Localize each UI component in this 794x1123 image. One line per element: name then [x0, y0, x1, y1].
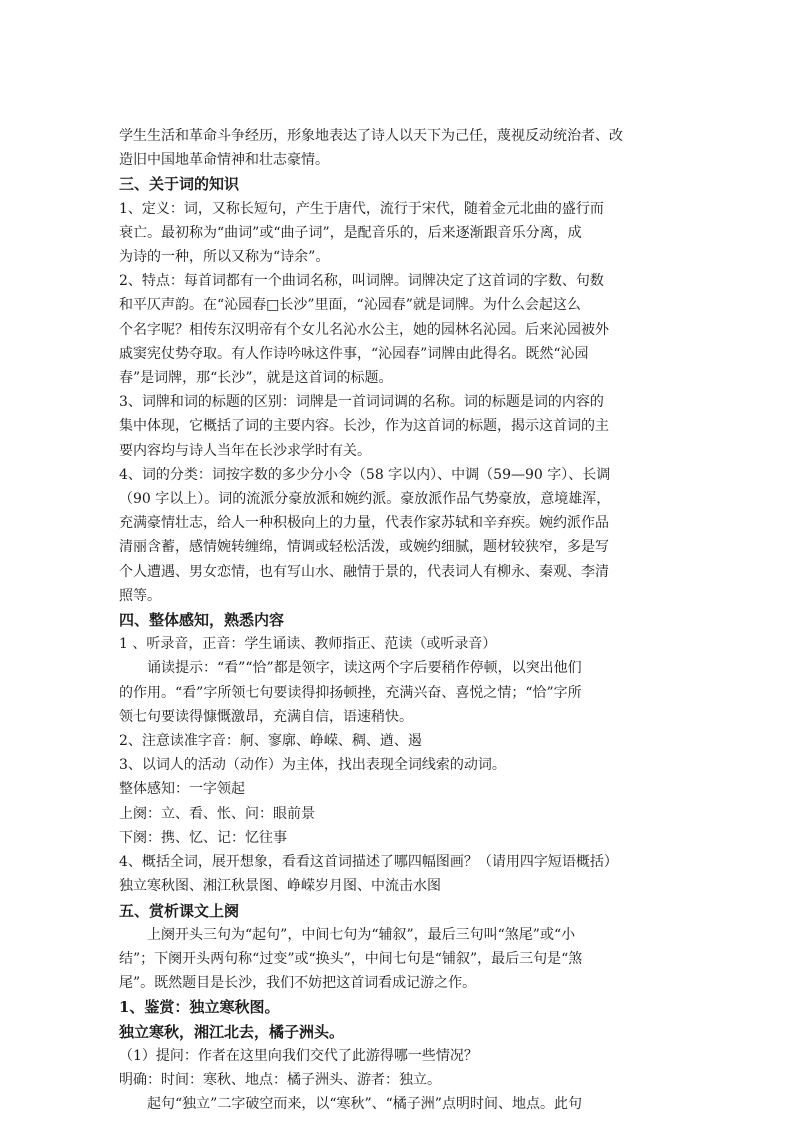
text-line: 照等。 — [119, 587, 161, 604]
text-line: 1、定义：词，又称长短句，产生于唐代，流行于宋代，随着金元北曲的盛行而 — [119, 200, 604, 217]
text-line: 上阕开头三句为“起句”，中间七句为“辅叙”，最后三句叫“煞尾”或“小 — [147, 926, 576, 943]
text-line: 个名字呢？相传东汉明帝有个女儿名沁水公主，她的园林名沁园。后来沁园被外 — [119, 321, 609, 338]
text-line: 为诗的一种，所以又称为“诗余”。 — [119, 249, 330, 266]
text-line: 集中体现，它概括了词的主要内容。长沙，作为这首词的标题，揭示这首词的主 — [119, 418, 609, 435]
text-line: 个人遭遇、男女恋情，也有写山水、融情于景的，代表词人有柳永、秦观、李清 — [119, 563, 609, 580]
text-line: 4、概括全词，展开想象，看看这首词描述了哪四幅图画？（请用四字短语概括） — [119, 854, 618, 871]
text-line: 3、词牌和词的标题的区别：词牌是一首词词调的名称。词的标题是词的内容的 — [119, 394, 604, 411]
section-heading: 五、赏析课文上阕 — [119, 901, 240, 920]
text-line: 2、注意读准字音：舸、寥廓、峥嵘、稠、遒、遏 — [119, 733, 422, 750]
text-line: 的作用。“看”字所领七句要读得抑扬顿挫，充满兴奋、喜悦之情；“恰”字所 — [119, 684, 582, 701]
text-line: 和平仄声韵。在“沁园春□长沙”里面，“沁园春”就是词牌。为什么会起这么 — [119, 297, 581, 314]
document-body — [119, 124, 679, 1116]
text-line: 充满豪情壮志，给人一种积极向上的力量，代表作家苏轼和辛弃疾。婉约派作品 — [119, 515, 609, 532]
text-line: 戚窦宪仗势夺取。有人作诗吟咏这件事，“沁园春”词牌由此得名。既然“沁园 — [119, 345, 589, 362]
text-line: 衰亡。最初称为“曲词”或“曲子词”，是配音乐的，后来逐渐跟音乐分离，成 — [119, 224, 582, 241]
text-line: 1 、听录音，正音：学生诵读、教师指正、范读（或听录音） — [119, 636, 497, 653]
text-line: 春”是词牌，那“长沙”，就是这首词的标题。 — [119, 370, 393, 387]
text-line: 尾”。既然题目是长沙，我们不妨把这首词看成记游之作。 — [119, 975, 477, 992]
text-line: 造旧中国地革命情神和壮志豪情。 — [119, 152, 329, 169]
text-line: 诵读提示：“看”“恰”都是领字，读这两个字后要稍作停顿，以突出他们 — [147, 660, 582, 677]
text-line: （90 字以上）。词的流派分豪放派和婉约派。豪放派作品气势豪放，意境雄浑， — [119, 491, 611, 508]
text-line: 3、以词人的活动（动作）为主体，找出表现全词线索的动词。 — [119, 757, 506, 774]
section-heading: 1、鉴赏：独立寒秋图。 — [119, 998, 280, 1017]
text-line: 上阕：立、看、怅、问：眼前景 — [119, 805, 315, 822]
text-line: 独立寒秋图、湘江秋景图、峥嵘岁月图、中流击水图 — [119, 878, 441, 895]
text-line: 明确：时间：寒秋、地点：橘子洲头、游者：独立。 — [119, 1071, 441, 1088]
text-line: 领七句要读得慷慨激昂，充满自信，语速稍快。 — [119, 708, 413, 725]
text-line: 学生生活和革命斗争经历，形象地表达了诗人以天下为己任，蔑视反动统治者、改 — [119, 128, 623, 144]
section-heading: 四、整体感知，熟悉内容 — [119, 611, 285, 630]
section-heading: 三、关于词的知识 — [119, 175, 240, 194]
text-line: 要内容均与诗人当年在长沙求学时有关。 — [119, 442, 371, 459]
text-line: 2、特点：每首词都有一个曲词名称，叫词牌。词牌决定了这首词的字数、句数 — [119, 273, 604, 290]
text-line: 4、词的分类：词按字数的多少分小令（58 字以内）、中调（59—90 字）、长调 — [119, 466, 611, 483]
section-heading: 独立寒秋，湘江北去，橘子洲头。 — [119, 1022, 345, 1041]
text-line: 整体感知：一字领起 — [119, 781, 245, 798]
text-line: 下阕：携、忆、记：忆往事 — [119, 829, 287, 846]
text-line: 起句“独立”二字破空而来，以“寒秋”、“橘子洲”点明时间、地点。此句 — [147, 1096, 582, 1113]
text-line: （1）提问：作者在这里向我们交代了此游得哪一些情况？ — [119, 1047, 478, 1064]
text-line: 结”；下阕开头两句称“过变”或“换头”，中间七句是“铺叙”，最后三句是“煞 — [119, 950, 583, 967]
text-line: 清丽含蓄，感情婉转缠绵，情调或轻松活泼，或婉约细腻，题材较狭窄，多是写 — [119, 539, 609, 556]
